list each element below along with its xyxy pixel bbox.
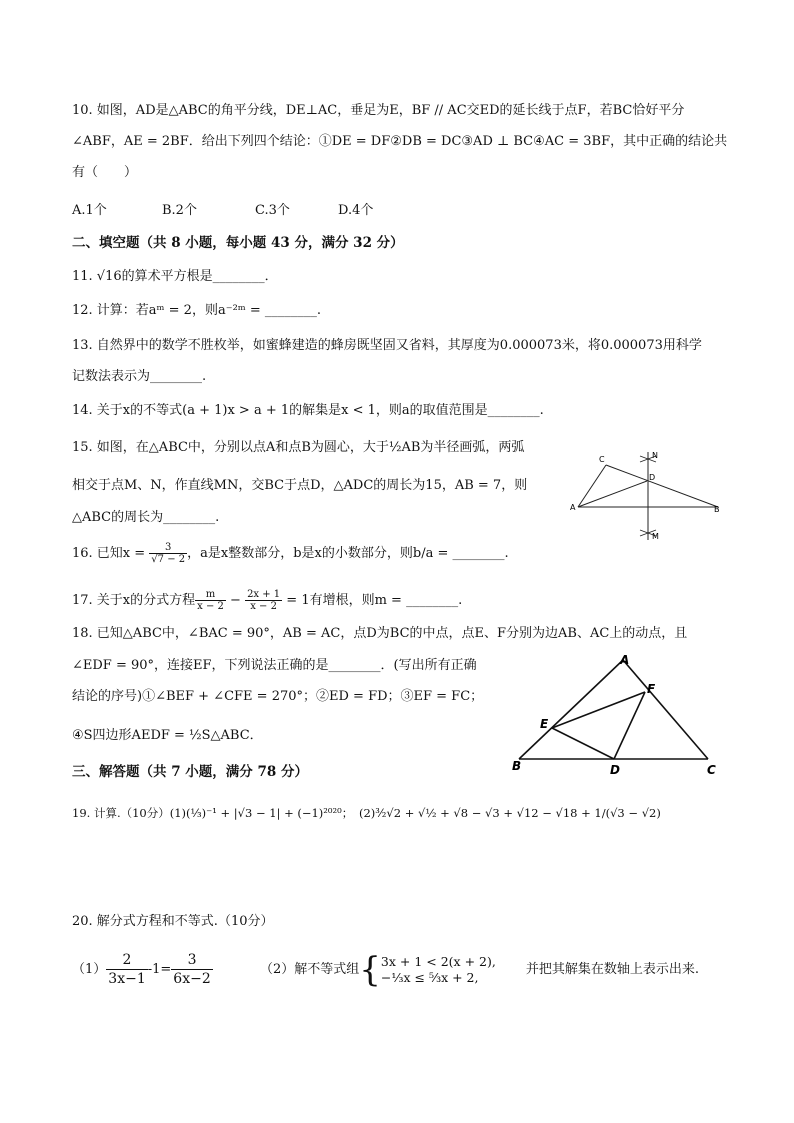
q18-label-b: B <box>512 759 522 773</box>
q10-line1: 10. 如图，AD是△ABC的角平分线，DE⊥AC，垂足为E，BF // AC交ED的延长线于点F，若BC恰好平分 <box>72 103 685 118</box>
q20-p1-f1-num: 2 <box>106 951 147 970</box>
q10-option-b: B.2个 <box>162 203 197 218</box>
q17-minus: − <box>225 593 246 608</box>
q15-figure <box>568 448 728 548</box>
q15-label-n: N <box>652 451 658 460</box>
q17-f1-num: m <box>195 589 226 601</box>
q17-f2-den: x − 2 <box>250 601 277 612</box>
q15-label-d: D <box>649 473 656 482</box>
q13-line2: 记数法表示为________. <box>72 369 207 384</box>
q20-p2-post: 并把其解集在数轴上表示出来. <box>525 962 699 977</box>
q17-text <box>72 589 462 612</box>
q15-label-a: A <box>570 503 576 512</box>
q12-text: 12. 计算：若aᵐ = 2，则a⁻²ᵐ = ________. <box>72 303 322 318</box>
q16-post: ，a是x整数部分，b是x的小数部分，则b/a = ________. <box>187 546 509 561</box>
q10-option-d: D.4个 <box>338 203 374 218</box>
q15-line2: 相交于点M、N，作直线MN，交BC于点D，△ADC的周长为15，AB = 7，则 <box>72 478 528 493</box>
section2-title: 二、填空题（共 8 小题，每小题 43 分，满分 32 分） <box>72 235 404 251</box>
q14-text: 14. 关于x的不等式(a + 1)x > a + 1的解集是x < 1，则a的取值范围是________. <box>72 403 544 418</box>
q18-label-f: F <box>647 682 656 696</box>
q20-p1-f2-den: 6x−2 <box>173 971 211 987</box>
q18-line1: 18. 已知△ABC中，∠BAC = 90°，AB = AC，点D为BC的中点，点E、F分别为边AB、AC上的动点，且 <box>72 626 688 641</box>
q18-line4: ④S四边形AEDF = ½S△ABC． <box>72 728 263 743</box>
q16-fraction <box>149 542 187 565</box>
q18-line2: ∠EDF = 90°，连接EF，下列说法正确的是________．(写出所有正确 <box>72 658 477 673</box>
q18-figure <box>508 652 728 777</box>
q16-pre: 16. 已知x = <box>72 546 150 561</box>
q20-part1 <box>72 946 213 994</box>
q20-title: 20. 解分式方程和不等式.（10分） <box>72 914 274 929</box>
q20-p1-f2-num: 3 <box>171 951 212 970</box>
q10-line3: 有（ ） <box>72 165 138 180</box>
q20-p1-fraction-1 <box>106 951 147 988</box>
q18-label-c: C <box>707 763 716 777</box>
section3-title: 三、解答题（共 7 小题，满分 78 分） <box>72 764 308 780</box>
q17-f1-den: x − 2 <box>197 601 224 612</box>
q10-line2: ∠ABF，AE = 2BF．给出下列四个结论：①DE = DF②DB = DC③AD ⊥ BC④AC = 3BF，其中正确的结论共 <box>72 134 728 149</box>
q16-text <box>72 542 509 565</box>
q17-fraction-2 <box>245 589 282 612</box>
q20-system <box>381 954 496 986</box>
q17-f2-num: 2x + 1 <box>247 589 281 600</box>
q15-line1: 15. 如图，在△ABC中，分别以点A和点B为圆心，大于½AB为半径画弧，两弧 <box>72 440 525 455</box>
q16-fraction-num: 3 <box>149 542 187 554</box>
q20-brace: { <box>359 949 381 990</box>
q17-fraction-1 <box>195 589 226 612</box>
q15-label-b: B <box>714 505 720 514</box>
q20-p1-fraction-2 <box>171 951 212 988</box>
q13-line1: 13. 自然界中的数学不胜枚举，如蜜蜂建造的蜂房既坚固又省料，其厚度为0.000073米，将0.000073用科学 <box>72 338 702 353</box>
q15-label-c: C <box>599 455 605 464</box>
q20-p1-label: （1） <box>72 962 107 977</box>
q17-pre: 17. 关于x的分式方程 <box>72 593 196 608</box>
q17-post: = 1有增根，则m = ________. <box>282 593 463 608</box>
q11-text: 11. √16的算术平方根是________． <box>72 269 278 284</box>
q20-part2 <box>260 946 699 994</box>
q15-line3: △ABC的周长为________. <box>72 510 220 525</box>
q18-label-e: E <box>540 717 549 731</box>
q18-label-d: D <box>610 763 620 777</box>
q10-option-a: A.1个 <box>72 203 107 218</box>
q20-sys-line1: 3x + 1 < 2(x + 2), <box>380 953 496 969</box>
q20-p1-mid: -1= <box>147 962 172 977</box>
q19-text: 19. 计算.（10分）(1)(⅓)⁻¹ + |√3 − 1| + (−1)²⁰²⁰； (2)³⁄₂√2 + √½ + √8 − √3 + √12 − √18 + 1/(√3 − √2) <box>72 806 661 820</box>
q20-p2-label: （2）解不等式组 <box>260 962 360 977</box>
q15-label-m: M <box>652 532 659 541</box>
q16-fraction-den: √7 − 2 <box>151 554 186 565</box>
q10-option-c: C.3个 <box>255 203 290 218</box>
q18-label-a: A <box>620 653 630 667</box>
q20-sys-line2: −⅓x ≤ ⁵⁄₃x + 2, <box>380 969 479 985</box>
q20-p1-f1-den: 3x−1 <box>108 971 146 987</box>
q18-line3: 结论的序号)①∠BEF + ∠CFE = 270°；②ED = FD；③EF = FC； <box>72 689 484 704</box>
